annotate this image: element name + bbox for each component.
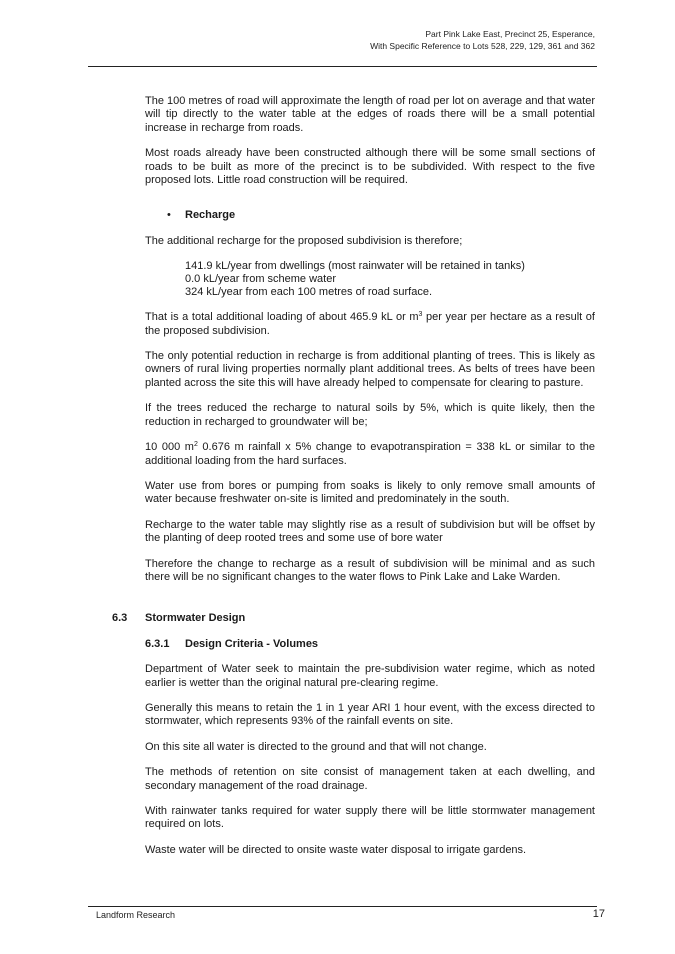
subsection-number: 6.3.1 xyxy=(145,637,170,650)
paragraph: Generally this means to retain the 1 in 1 year ARI 1 hour event, with the excess directed to stormwater, which represents 93% of the rainfall events on site. xyxy=(145,701,595,728)
superscript: 3 xyxy=(418,311,423,319)
header-line-1: Part Pink Lake East, Precinct 25, Esperance, xyxy=(425,29,595,39)
list-item: 0.0 kL/year from scheme water xyxy=(185,273,337,286)
paragraph xyxy=(145,441,595,468)
section-number: 6.3 xyxy=(112,612,128,625)
superscript: 2 xyxy=(193,441,198,449)
running-header xyxy=(370,28,595,52)
paragraph: If the trees reduced the recharge to natural soils by 5%, which is quite likely, then the reduction in recharged to groundwater will be; xyxy=(145,402,595,428)
header-line-2: With Specific Reference to Lots 528, 229, 129, 361 and 362 xyxy=(370,41,595,51)
list-item: 141.9 kL/year from dwellings (most rainwater will be retained in tanks) xyxy=(185,260,525,273)
paragraph: Therefore the change to recharge as a result of subdivision will be minimal and as such there will be no significant changes to the water flows to Pink Lake and Lake Warden. xyxy=(145,557,595,583)
paragraph: With rainwater tanks required for water supply there will be little stormwater management required on lots. xyxy=(145,805,595,831)
page-number: 17 xyxy=(592,908,605,920)
paragraph: Recharge to the water table may slightly rise as a result of subdivision but will be offset by the planting of deep rooted trees and some use of bore water xyxy=(145,518,595,545)
section-title: Stormwater Design xyxy=(145,612,246,625)
paragraph: The additional recharge for the proposed subdivision is therefore; xyxy=(145,234,463,247)
paragraph: The only potential reduction in recharge is from additional planting of trees. This is likely as owners of rural living properties normally plant additional trees. As belts of trees have been planted across the site this will have already helped to compensate for clearing to pasture. xyxy=(145,350,595,389)
paragraph: The 100 metres of road will approximate the length of road per lot on average and that water will tip directly to the water table at the edges of roads there will be a small potential increase in recharge from roads. xyxy=(145,95,595,134)
paragraph: Department of Water seek to maintain the pre-subdivision water regime, which as noted earlier is wetter than the original natural pre-clearing regime. xyxy=(145,663,595,689)
text-run: 10 000 m xyxy=(145,441,194,454)
paragraph xyxy=(145,311,595,338)
text-run: 0.676 m rainfall x 5% change to evapotranspiration = 338 kL or similar to the additional loading from the hard surfaces. xyxy=(145,441,595,467)
paragraph: Water use from bores or pumping from soaks is likely to only remove small amounts of water because freshwater on-site is limited and predominately in the south. xyxy=(145,479,595,506)
subsection-heading xyxy=(145,638,595,651)
paragraph: On this site all water is directed to the ground and that will not change. xyxy=(145,740,487,753)
bullet-icon: • xyxy=(167,209,171,222)
list-item: 324 kL/year from each 100 metres of road surface. xyxy=(185,286,433,299)
paragraph: Most roads already have been constructed although there will be some small sections of roads to be built as more of the precinct is to be subdivided. With respect to the five proposed lots. Little road construction will be required. xyxy=(145,147,595,187)
text-run: per year per hectare as a result of the proposed subdivision. xyxy=(145,311,595,337)
bullet-heading-label: Recharge xyxy=(185,209,236,222)
subsection-title: Design Criteria - Volumes xyxy=(185,637,319,650)
bullet-heading-recharge xyxy=(145,209,595,222)
page-body xyxy=(112,95,595,869)
paragraph: Waste water will be directed to onsite waste water disposal to irrigate gardens. xyxy=(145,843,527,856)
footer-company: Landform Research xyxy=(96,910,176,920)
recharge-list xyxy=(145,260,595,299)
section-heading xyxy=(112,612,595,625)
footer-rule xyxy=(88,906,597,907)
header-rule xyxy=(88,66,597,67)
paragraph: The methods of retention on site consist of management taken at each dwelling, and secondary management of the road drainage. xyxy=(145,766,595,792)
text-run: That is a total additional loading of about 465.9 kL or m xyxy=(145,311,419,324)
